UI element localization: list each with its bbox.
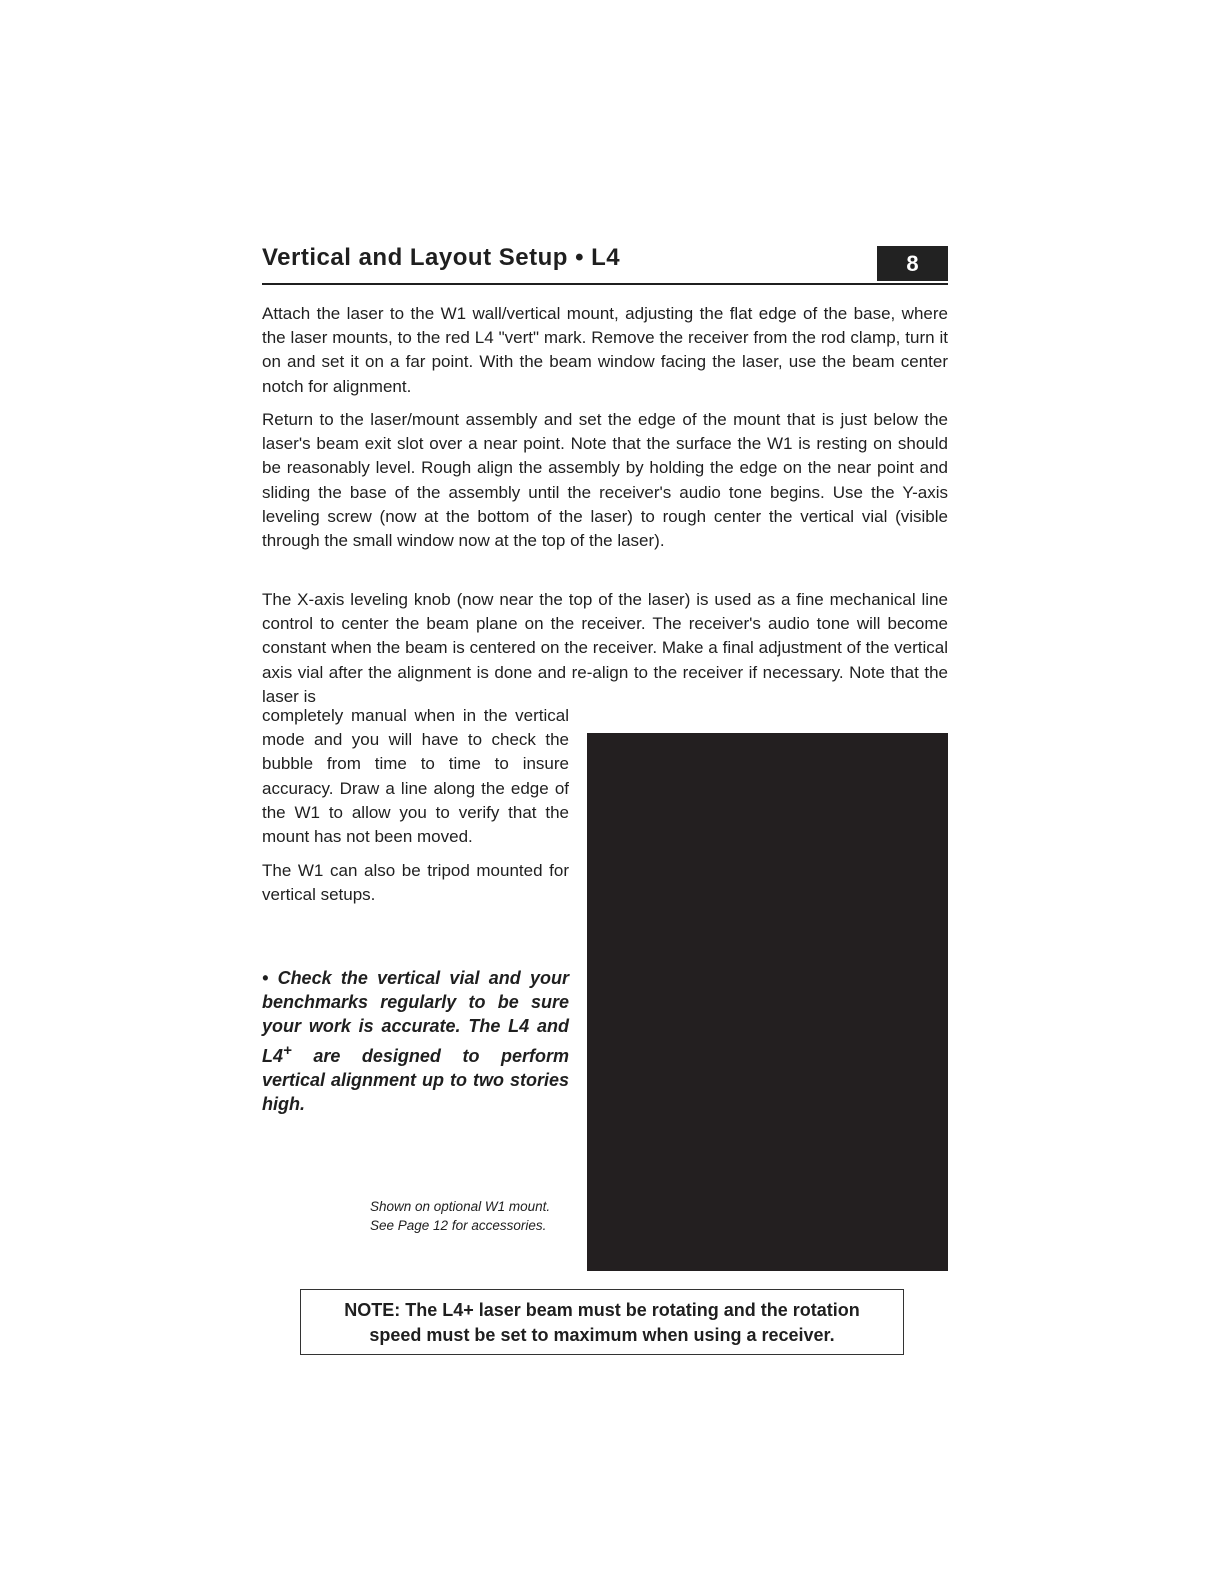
accuracy-warning-superscript: + (283, 1041, 292, 1059)
accuracy-warning (262, 966, 569, 1116)
note-line-2: speed must be set to maximum when using a receiver. (369, 1324, 835, 1345)
page-header (262, 243, 948, 285)
paragraph-manual-mode: completely manual when in the vertical mode and you will have to check the bubble from time to time to insure accuracy. Draw a line along the edge of the W1 to allow you to verify that the mount has not been moved. (262, 706, 569, 847)
paragraph-tripod: The W1 can also be tripod mounted for vertical setups. (262, 861, 569, 905)
accuracy-warning-text-2: are designed to perform vertical alignment up to two stories high. (262, 1045, 569, 1115)
receiver-note-box (300, 1289, 904, 1355)
page-title: Vertical and Layout Setup • L4 (262, 244, 621, 271)
paragraph-fine-adjust: The X-axis leveling knob (now near the top of the laser) is used as a fine mechanical line control to center the beam plane on the receiver. The receiver's audio tone will become constant when the beam is centered on the receiver. Make a final adjustment of the vertical axis vial after the alignment is done and re-align to the receiver if necessary. Note that the laser is (262, 590, 948, 706)
note-line-1: NOTE: The L4+ laser beam must be rotating and the rotation (344, 1300, 860, 1320)
laser-photo (587, 733, 948, 1271)
accuracy-warning-text-1: • Check the vertical vial and your benchmarks regularly to be sure your work is accurate. The L4 and L4 (262, 968, 569, 1066)
page-number-badge: 8 (877, 246, 948, 281)
left-column (262, 704, 569, 918)
paragraph-rough-align: Return to the laser/mount assembly and set the edge of the mount that is just below the laser's beam exit slot over a near point. Note that the surface the W1 is resting on should be reasonably level. Rough align the assembly by holding the edge on the near point and sliding the base of the assembly until the receiver's audio tone begins. Use the Y-axis leveling screw (now at the bottom of the laser) to rough center the vertical vial (visible through the small window now at the top of the laser). (262, 410, 948, 551)
paragraph-attach-laser: Attach the laser to the W1 wall/vertical mount, adjusting the flat edge of the base, where the laser mounts, to the red L4 "vert" mark. Remove the receiver from the rod clamp, turn it on and set it on a far point. With the beam window facing the laser, use the beam center notch for alignment. (262, 304, 948, 396)
caption-line-2: See Page 12 for accessories. (370, 1217, 547, 1233)
figure-caption (370, 1198, 585, 1235)
caption-line-1: Shown on optional W1 mount. (370, 1199, 551, 1214)
